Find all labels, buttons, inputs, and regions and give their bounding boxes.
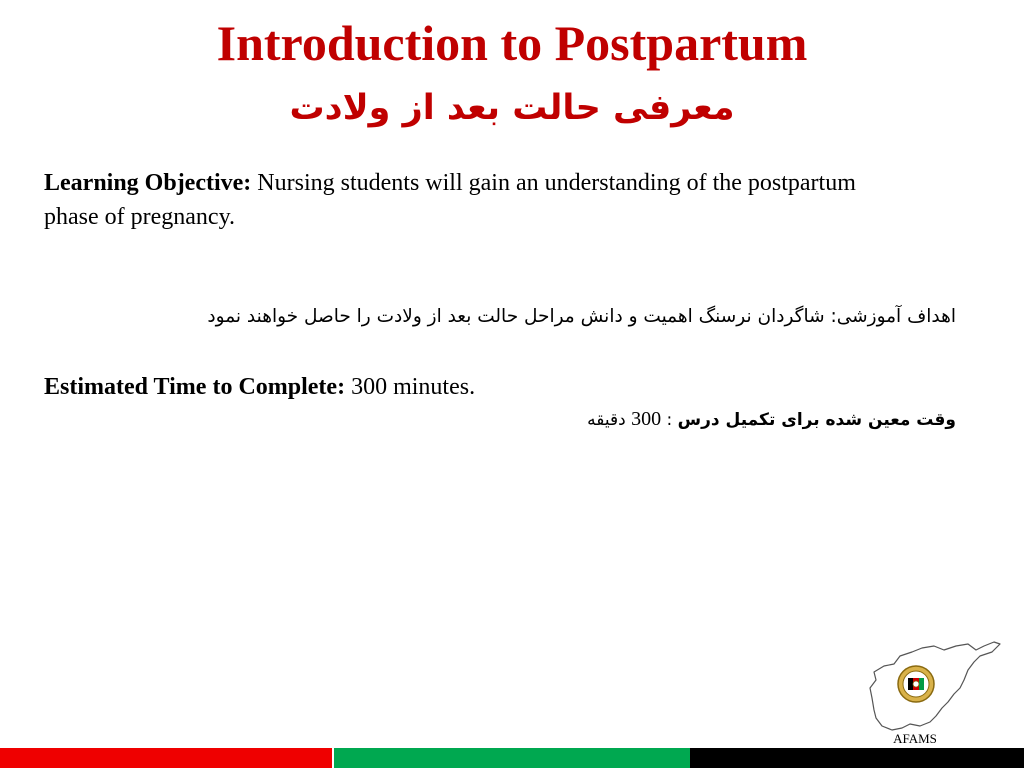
- title-dari: معرفی حالت بعد از ولادت: [289, 88, 735, 128]
- footer-bar-red: [0, 748, 332, 768]
- estimated-time-dari-separator: :: [661, 410, 678, 430]
- footer-bar-black: [690, 748, 1024, 768]
- footer-bar-green: [332, 748, 690, 768]
- estimated-time-dari: [44, 404, 956, 435]
- afams-label: AFAMS: [893, 731, 937, 746]
- estimated-time-dari-unit: دقیقه: [587, 410, 632, 430]
- estimated-time-label: Estimated Time to Complete:: [44, 374, 346, 400]
- estimated-time-text: 300 minutes.: [345, 374, 476, 400]
- afghanistan-map-emblem-icon: [864, 636, 1004, 736]
- learning-objective-label: Learning Objective:: [44, 170, 252, 196]
- learning-objective: [44, 166, 904, 234]
- learning-objective-text: Nursing students will gain an understanding of the postpartum phase of pregnancy.: [44, 170, 856, 230]
- learning-objective-dari: اهداف آموزشی: شاگردان نرسنگ اهمیت و دانش مراحل حالت بعد از ولادت را حاصل خواهند نمود: [207, 306, 956, 327]
- estimated-time-dari-label: وقت معین شده برای تکمیل درس: [677, 410, 956, 430]
- title-english: Introduction to Postpartum: [216, 15, 808, 71]
- estimated-time: [44, 370, 904, 404]
- estimated-time-dari-number: 300: [631, 408, 662, 430]
